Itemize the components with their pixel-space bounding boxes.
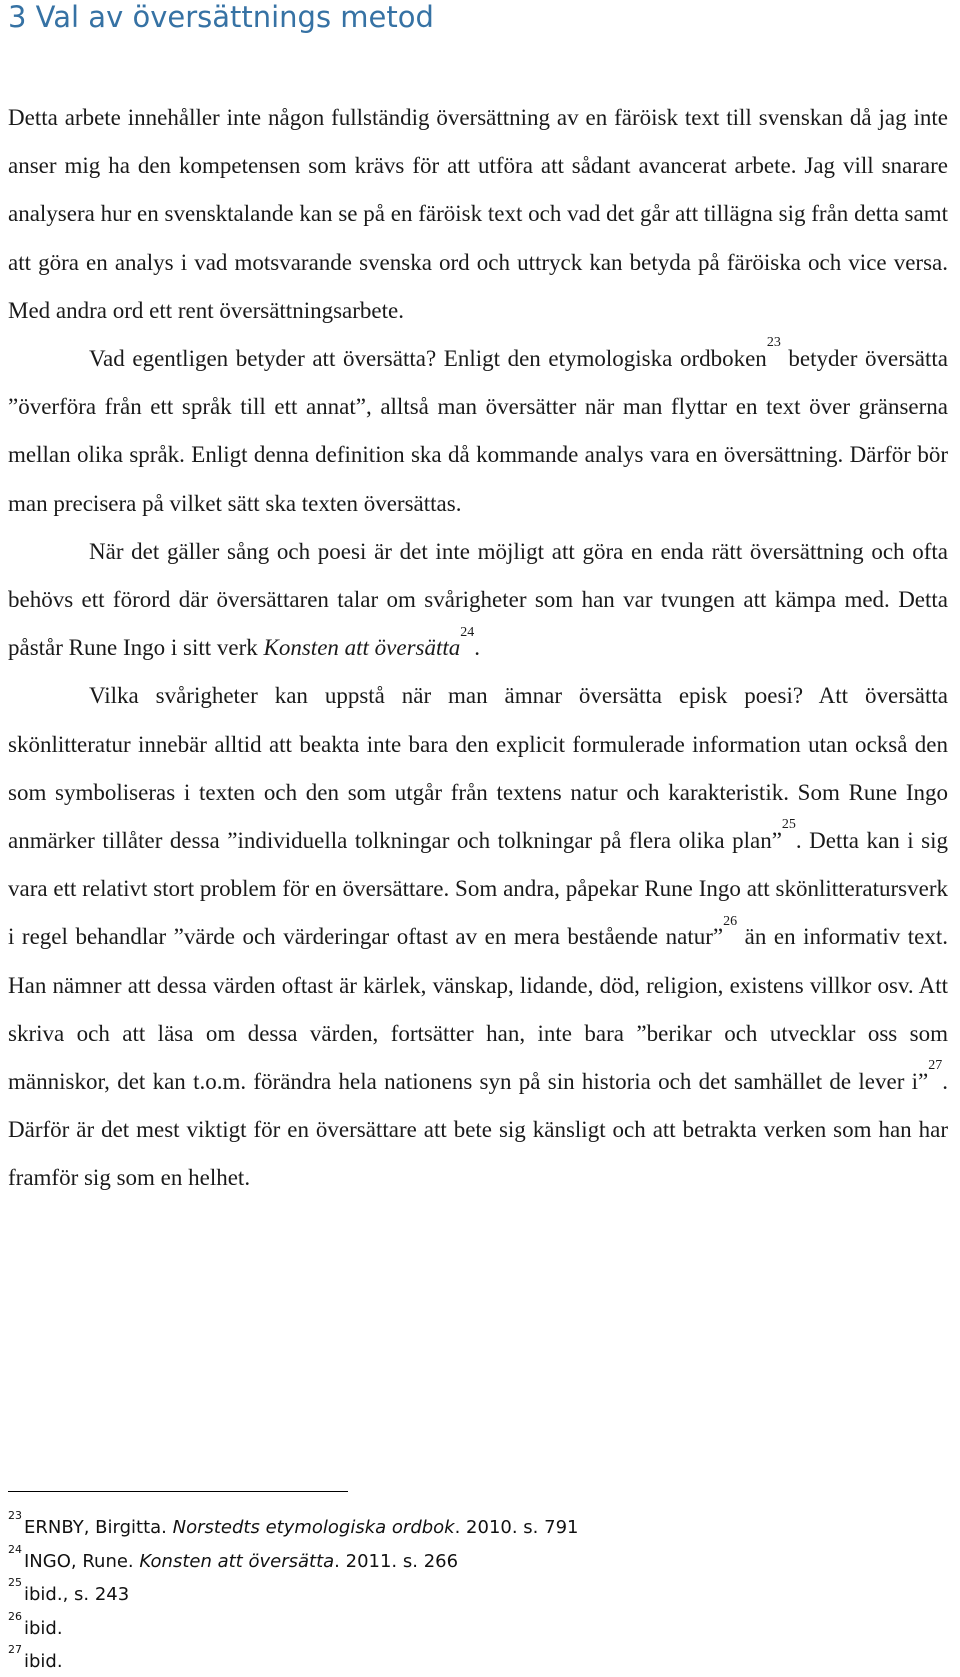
footnote-24 [8,1543,948,1577]
footnote-26 [8,1610,948,1644]
footnote-ref-25[interactable]: 25 [781,817,796,833]
body-text [8,94,948,1203]
footnote-number: 27 [8,1643,22,1656]
footnote-text: ERNBY, Birgitta. [24,1517,173,1538]
paragraph-2-text-a: Vad egentligen betyder att översätta? Enligt den etymologiska ordboken [89,346,767,372]
paragraph-4-text-d: . Därför är det mest viktigt för en översättare att bete sig känsligt och att betrakta verken som han har framför sig som en helhet. [8,1069,948,1191]
footnote-text: ibid. [24,1651,63,1672]
footnote-23 [8,1509,948,1543]
section-heading: 3 Val av översättnings metod [8,0,434,34]
paragraph-4-text-c: än en informativ text. Han nämner att dessa värden oftast är kärlek, vänskap, lidande, död, religion, existens villkor osv. Att skriva och att läsa om dessa värden, fortsätter han, inte bara ”berikar och utvecklar oss som människor, det kan t.o.m. förändra hela nationens syn på sin historia och det samhället de lever i” [8,924,948,1095]
footnote-27 [8,1643,948,1677]
footnote-text: . 2011. s. 266 [334,1550,459,1572]
paragraph-1: Detta arbete innehåller inte någon fullständig översättning av en färöisk text till svenskan då jag inte anser mig ha den kompetensen som krävs för att utföra att sådant avancerat arbete. Jag vill snarare analysera hur en svensktalande kan se på en färöisk text och vad det går att tillägna sig från detta samt att göra en analys i vad motsvarande svenska ord och uttryck kan betyda på färöiska och vice versa. Med andra ord ett rent översättningsarbete. [8,105,948,323]
paragraph-4-text-b: . Detta kan i sig vara ett relativt stort problem för en översättare. Som andra, påpekar Rune Ingo att skönlitteratursverk i regel behandlar ”värde och värderingar oftast av en mera bestående natur” [8,828,948,950]
paragraph-4 [8,672,948,1202]
book-title: Konsten att översätta [263,635,461,661]
footnote-25 [8,1576,948,1610]
footnote-title: Norstedts etymologiska ordbok [172,1517,455,1538]
paragraph-3 [8,528,948,673]
footnote-text: ibid., s. 243 [24,1584,130,1605]
footnote-text: . 2010. s. 791 [454,1517,579,1538]
paragraph-4-text-a: Vilka svårigheter kan uppstå när man ämnar översätta episk poesi? Att översätta skönlitteratur innebär alltid att beakta inte bara den explicit formulerade information utan också den som symboliseras i texten och den som utgår från textens natur och karakteristik. Som Rune Ingo anmärker tillåter dessa ”individuella tolkningar och tolkningar på flera olika plan” [8,683,948,854]
footnote-number: 25 [8,1576,22,1589]
footnote-ref-26[interactable]: 26 [723,913,738,929]
footnote-ref-23[interactable]: 23 [766,335,781,351]
footnote-ref-24[interactable]: 24 [460,624,475,640]
footnote-text: INGO, Rune. [24,1550,140,1572]
paragraph-3-text-a: När det gäller sång och poesi är det inte möjligt att göra en enda rätt översättning och ofta behövs ett förord där översättaren talar om svårigheter som han var tvungen att kämpa med. Detta påstår Rune Ingo i sitt verk [8,538,948,661]
paragraph-3-text-b: . [474,635,481,661]
footnote-title: Konsten att översätta [139,1550,335,1572]
footnotes [8,1509,948,1677]
footnote-number: 26 [8,1609,22,1623]
footnote-number: 24 [8,1542,22,1556]
footnote-text: ibid. [24,1617,63,1639]
paragraph-2-text-b: betyder översätta ”överföra från ett språk till ett annat”, alltså man översätter när man flyttar en text över gränserna mellan olika språk. Enligt denna definition ska då kommande analys vara en översättning. Därför bör man precisera på vilket sätt ska texten översättas. [8,346,949,516]
paragraph-2 [8,335,948,528]
footnote-divider [8,1491,348,1492]
footnote-number: 23 [8,1509,22,1522]
footnote-ref-27[interactable]: 27 [928,1058,943,1074]
